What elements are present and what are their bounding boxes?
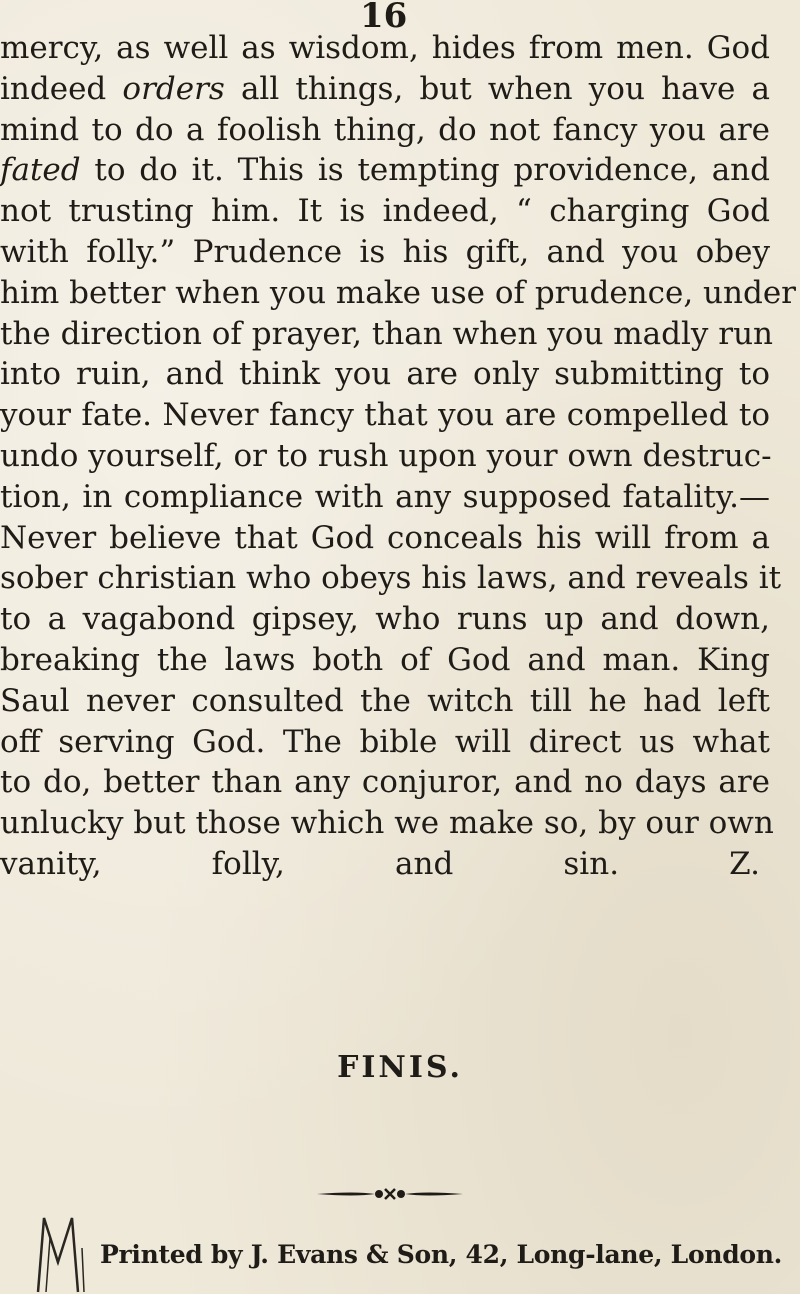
text-line [0, 395, 800, 436]
text-line [0, 681, 800, 722]
text-line [0, 354, 800, 395]
text-line [0, 69, 800, 110]
text-segment: undo yourself, or to rush upon your own destruc- [0, 437, 772, 474]
text-segment: to do it. This is tempting providence, and [80, 152, 770, 189]
text-segment: Never believe that God conceals his will from a [0, 519, 770, 556]
text-line [0, 844, 800, 885]
text-line [0, 150, 800, 191]
text-line [0, 314, 800, 355]
text-line [0, 762, 800, 803]
text-line [0, 28, 800, 69]
text-segment: unlucky but those which we make so, by our own [0, 805, 774, 842]
text-line [0, 518, 800, 559]
text-segment: tion, in compliance with any supposed fatality.— [0, 478, 770, 515]
body-text [0, 28, 800, 885]
text-segment: the direction of prayer, than when you madly run [0, 315, 774, 352]
text-line [0, 599, 800, 640]
text-line [0, 477, 800, 518]
text-line [0, 558, 800, 599]
text-segment: with folly.” Prudence is his gift, and you obey [0, 233, 770, 270]
text-segment: him better when you make use of prudence, under [0, 274, 796, 311]
text-segment: to a vagabond gipsey, who runs up and down, [0, 601, 770, 638]
text-segment: Saul never consulted the witch till he had left [0, 682, 770, 719]
text-line [0, 232, 800, 273]
text-segment: breaking the laws both of God and man. King [0, 641, 770, 678]
text-line [0, 436, 800, 477]
italic-word: orders [122, 70, 225, 107]
text-line [0, 803, 800, 844]
text-line [0, 110, 800, 151]
text-segment: indeed [0, 70, 123, 107]
ornament-icon [315, 1186, 465, 1202]
text-line [0, 191, 800, 232]
text-segment: your fate. Never fancy that you are compelled to [0, 397, 770, 434]
text-line [0, 722, 800, 763]
text-segment: into ruin, and think you are only submitting to [0, 356, 770, 393]
page-number: 16 [360, 0, 408, 36]
text-segment: mercy, as well as wisdom, hides from men. God [0, 30, 770, 66]
text-segment: off serving God. The bible will direct us what [0, 723, 770, 760]
text-line [0, 273, 800, 314]
printer-imprint: Printed by J. Evans & Son, 42, Long-lane, London. [100, 1240, 783, 1269]
italic-word: fated [0, 152, 81, 189]
text-segment: mind to do a foolish thing, do not fancy you are [0, 111, 770, 148]
signature-mark-icon [28, 1208, 108, 1294]
text-segment: sober christian who obeys his laws, and reveals it [0, 560, 782, 597]
text-line [0, 640, 800, 681]
text-segment: not trusting him. It is indeed, “ charging God [0, 193, 770, 230]
text-segment: to do, better than any conjuror, and no days are [0, 764, 770, 801]
text-segment: all things, but when you have a [224, 70, 770, 107]
text-segment: vanity, folly, and sin. Z. [0, 845, 760, 882]
finis-heading: FINIS. [337, 1050, 463, 1085]
